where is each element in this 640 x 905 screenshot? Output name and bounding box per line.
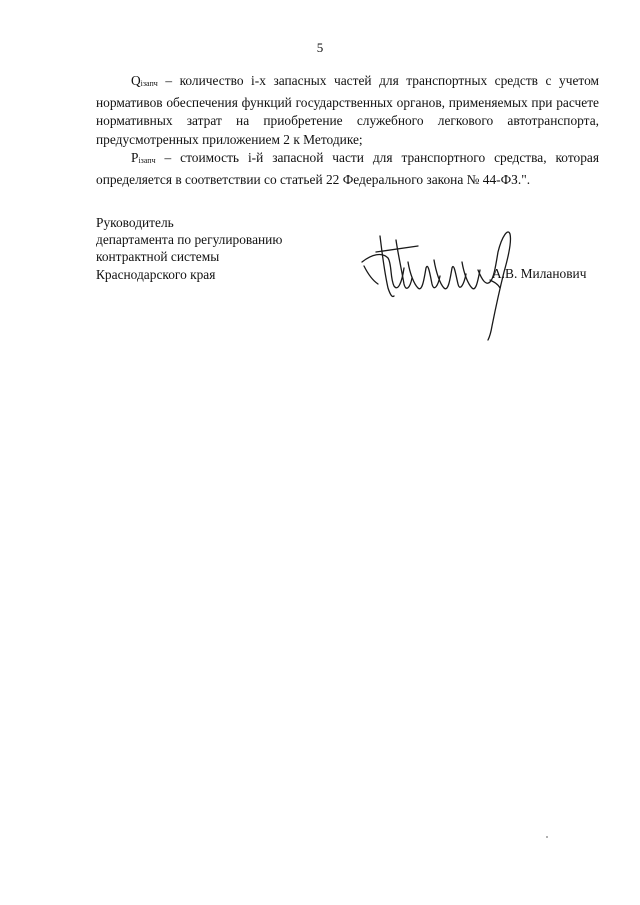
page-number: 5 bbox=[316, 40, 324, 55]
symbol-q: $Q_{iзапч}$ bbox=[131, 73, 158, 88]
signatory-title-line: Краснодарского края bbox=[96, 266, 216, 282]
document-body bbox=[96, 72, 599, 190]
signatory-block bbox=[96, 214, 356, 283]
signatory-title-line: Руководитель bbox=[96, 215, 174, 230]
paragraph-p-definition bbox=[96, 149, 599, 189]
paragraph-q-text: – количество i-х запасных частей для транспортных средств с учетом нормативов обеспечения функций государственных органов, применяемых при расчете нормативных затрат на приобретение служебного легкового автотранспорта, предусмотренных приложением 2 к Методике; bbox=[96, 73, 599, 147]
signatory-title-line: департамента по регулированию bbox=[96, 232, 283, 248]
signatory-title-line: контрактной системы bbox=[96, 249, 220, 265]
symbol-p: $P_{iзапч}$ bbox=[131, 150, 156, 166]
paragraph-q-definition bbox=[96, 72, 599, 149]
scan-speck bbox=[546, 836, 548, 838]
paragraph-p-text: – стоимость i-й запасной части для транспортного средства, которая определяется в соответствии со статьей 22 Федерального закона № 44-ФЗ.". bbox=[96, 150, 599, 187]
signatory-name: А.В. Миланович bbox=[492, 266, 587, 281]
